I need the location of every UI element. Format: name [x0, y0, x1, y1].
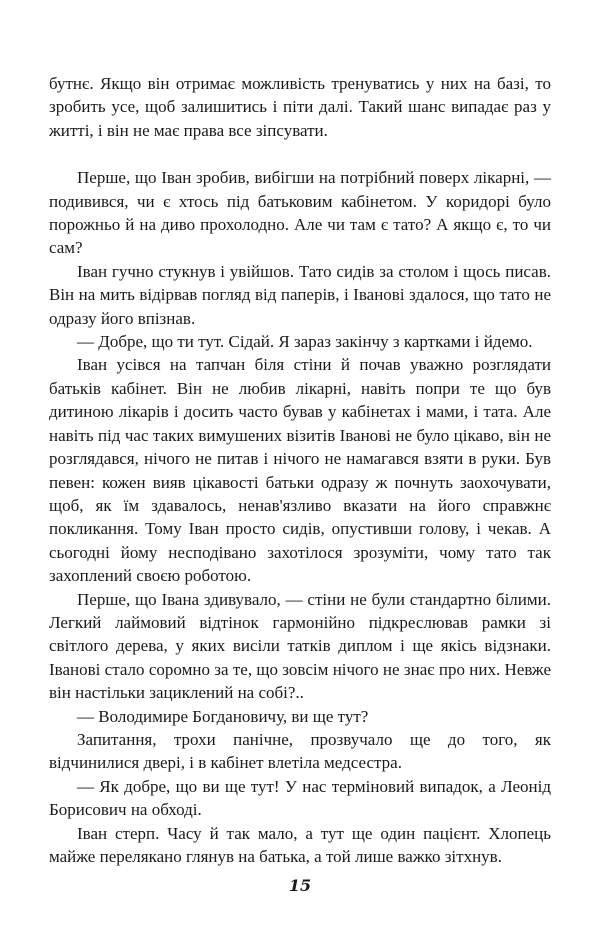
- page-number: 15: [288, 876, 312, 895]
- dialogue-line: — Володимире Богдановичу, ви ще тут?: [77, 706, 369, 726]
- paragraph: Іван стерп. Часу й так мало, а тут ще один пацієнт. Хлопець майже перелякано глянув на батька, а той лише важко зітхнув.: [49, 823, 551, 866]
- dialogue-line: — Добре, що ти тут. Сідай. Я зараз закінчу з картками і йдемо.: [77, 332, 533, 352]
- paragraph: Перше, що Івана здивувало, — стіни не були стандартно білими. Легкий лаймовий відтінок гармонійно підкреслював рамки зі світлого дерева, у яких висіли татків диплом і ще якісь відзнаки. Іванові стало соромно за те, що зовсім нічого не знає про них. Невже він настільки зациклений на собі?..: [49, 589, 551, 703]
- paragraph: Запитання, трохи панічне, прозвучало ще до того, як відчинилися двері, і в кабінет влетіла медсестра.: [49, 729, 551, 773]
- dialogue-line: — Як добре, що ви ще тут! У нас терміновий випадок, а Леонід Борисович на обході.: [49, 776, 551, 820]
- body-text: [49, 72, 551, 868]
- paragraph: Іван усівся на тапчан біля стіни й почав уважно розглядати батьків кабінет. Він не любив лікарні, навіть попри те що був дитиною лікарів і досить часто бував у кабінетах і мами, і тата. Але навіть під час таких вимушених візитів Іванові не було цікаво, він не розглядався, нічого не питав і нічого не намагався взяти в руки. Був певен: кожен вияв цікавості батьки одразу ж почнуть заохочувати, щоб, як їм здавалось, ненав'язливо вказати на його справжнє покликання. Тому Іван просто сидів, опустивши голову, і чекав. А сьогодні йому несподівано захотілося зрозуміти, чому тато так захоплений своєю роботою.: [49, 355, 551, 586]
- paragraph: Перше, що Іван зробив, вибігши на потрібний поверх лікарні, — подивився, чи є хтось під батьковим кабінетом. У коридорі було порожньо й на диво прохолодно. Але чи там є тато? А якщо є, то чи сам?: [49, 168, 551, 258]
- paragraph: Іван гучно стукнув і увійшов. Тато сидів за столом і щось писав. Він на мить відірвав погляд від паперів, і Іванові здалося, що тато не одразу його впізнав.: [49, 261, 551, 328]
- paragraph-continuation: бутнє. Якщо він отримає можливість тренуватись у них на базі, то зробить усе, щоб залишитись і піти далі. Такий шанс випадає раз у житті, і він не має права все зіпсувати.: [49, 74, 551, 140]
